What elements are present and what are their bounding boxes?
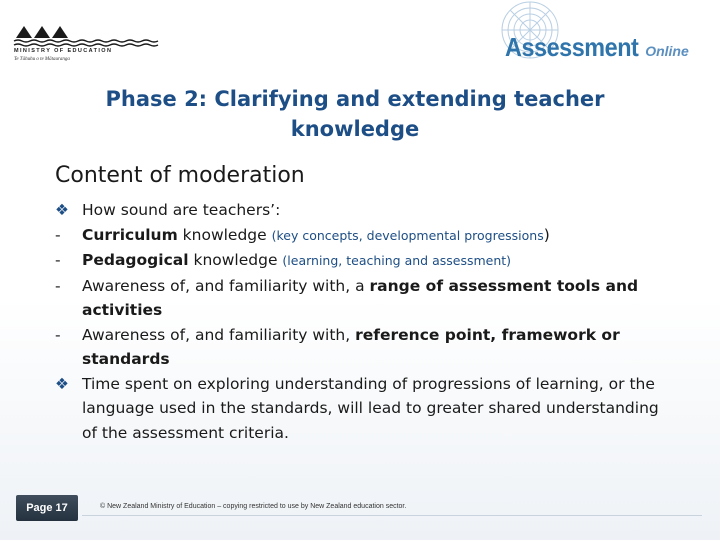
bullet-text: Awareness of, and familiarity with, reference point, framework or standards <box>82 325 620 368</box>
logo-assessment-text: Assessment <box>505 32 639 62</box>
bullet-item <box>55 223 675 249</box>
bullet-text: How sound are teachers’: <box>82 201 281 219</box>
assessment-online-logo <box>505 32 689 63</box>
bullet-list <box>55 198 675 445</box>
dash-bullet: - <box>55 225 61 244</box>
title-line-1: Phase 2: Clarifying and extending teacher <box>105 87 605 111</box>
diamond-bullet-icon: ❖ <box>55 374 69 393</box>
dash-bullet: - <box>55 251 61 269</box>
crown-icon <box>16 26 68 38</box>
ministry-name: MINISTRY OF EDUCATION <box>14 48 113 54</box>
diamond-bullet-icon: ❖ <box>55 201 69 219</box>
bullet-text: Time spent on exploring understanding of progressions of learning, or the language used in the standards, will lead to greater shared understanding of the assessment criteria. <box>82 374 659 442</box>
bullet-text: Awareness of, and familiarity with, a range of assessment tools and activities <box>82 276 639 319</box>
bullet-item <box>55 323 675 372</box>
footer-divider <box>82 515 702 516</box>
dash-bullet: - <box>55 276 61 295</box>
slide-title <box>90 84 620 144</box>
copyright-notice: © New Zealand Ministry of Education – copying restricted to use by New Zealand education sector. <box>100 503 407 510</box>
page-number-badge: Page 17 <box>16 495 78 521</box>
bullet-text: Pedagogical knowledge (learning, teaching and assessment) <box>82 251 512 269</box>
bullet-text: Curriculum knowledge (key concepts, developmental progressions) <box>82 225 550 244</box>
bullet-item <box>55 274 675 323</box>
bullet-item <box>55 248 675 274</box>
bullet-item <box>55 198 675 223</box>
logo-online-text: Online <box>645 43 689 59</box>
ministry-maori-name: Te Tāhuhu o te Mātauranga <box>14 57 70 62</box>
title-line-2: knowledge <box>290 117 420 141</box>
slide-subtitle: Content of moderation <box>55 163 305 188</box>
bullet-item <box>55 372 675 446</box>
dash-bullet: - <box>55 325 61 344</box>
